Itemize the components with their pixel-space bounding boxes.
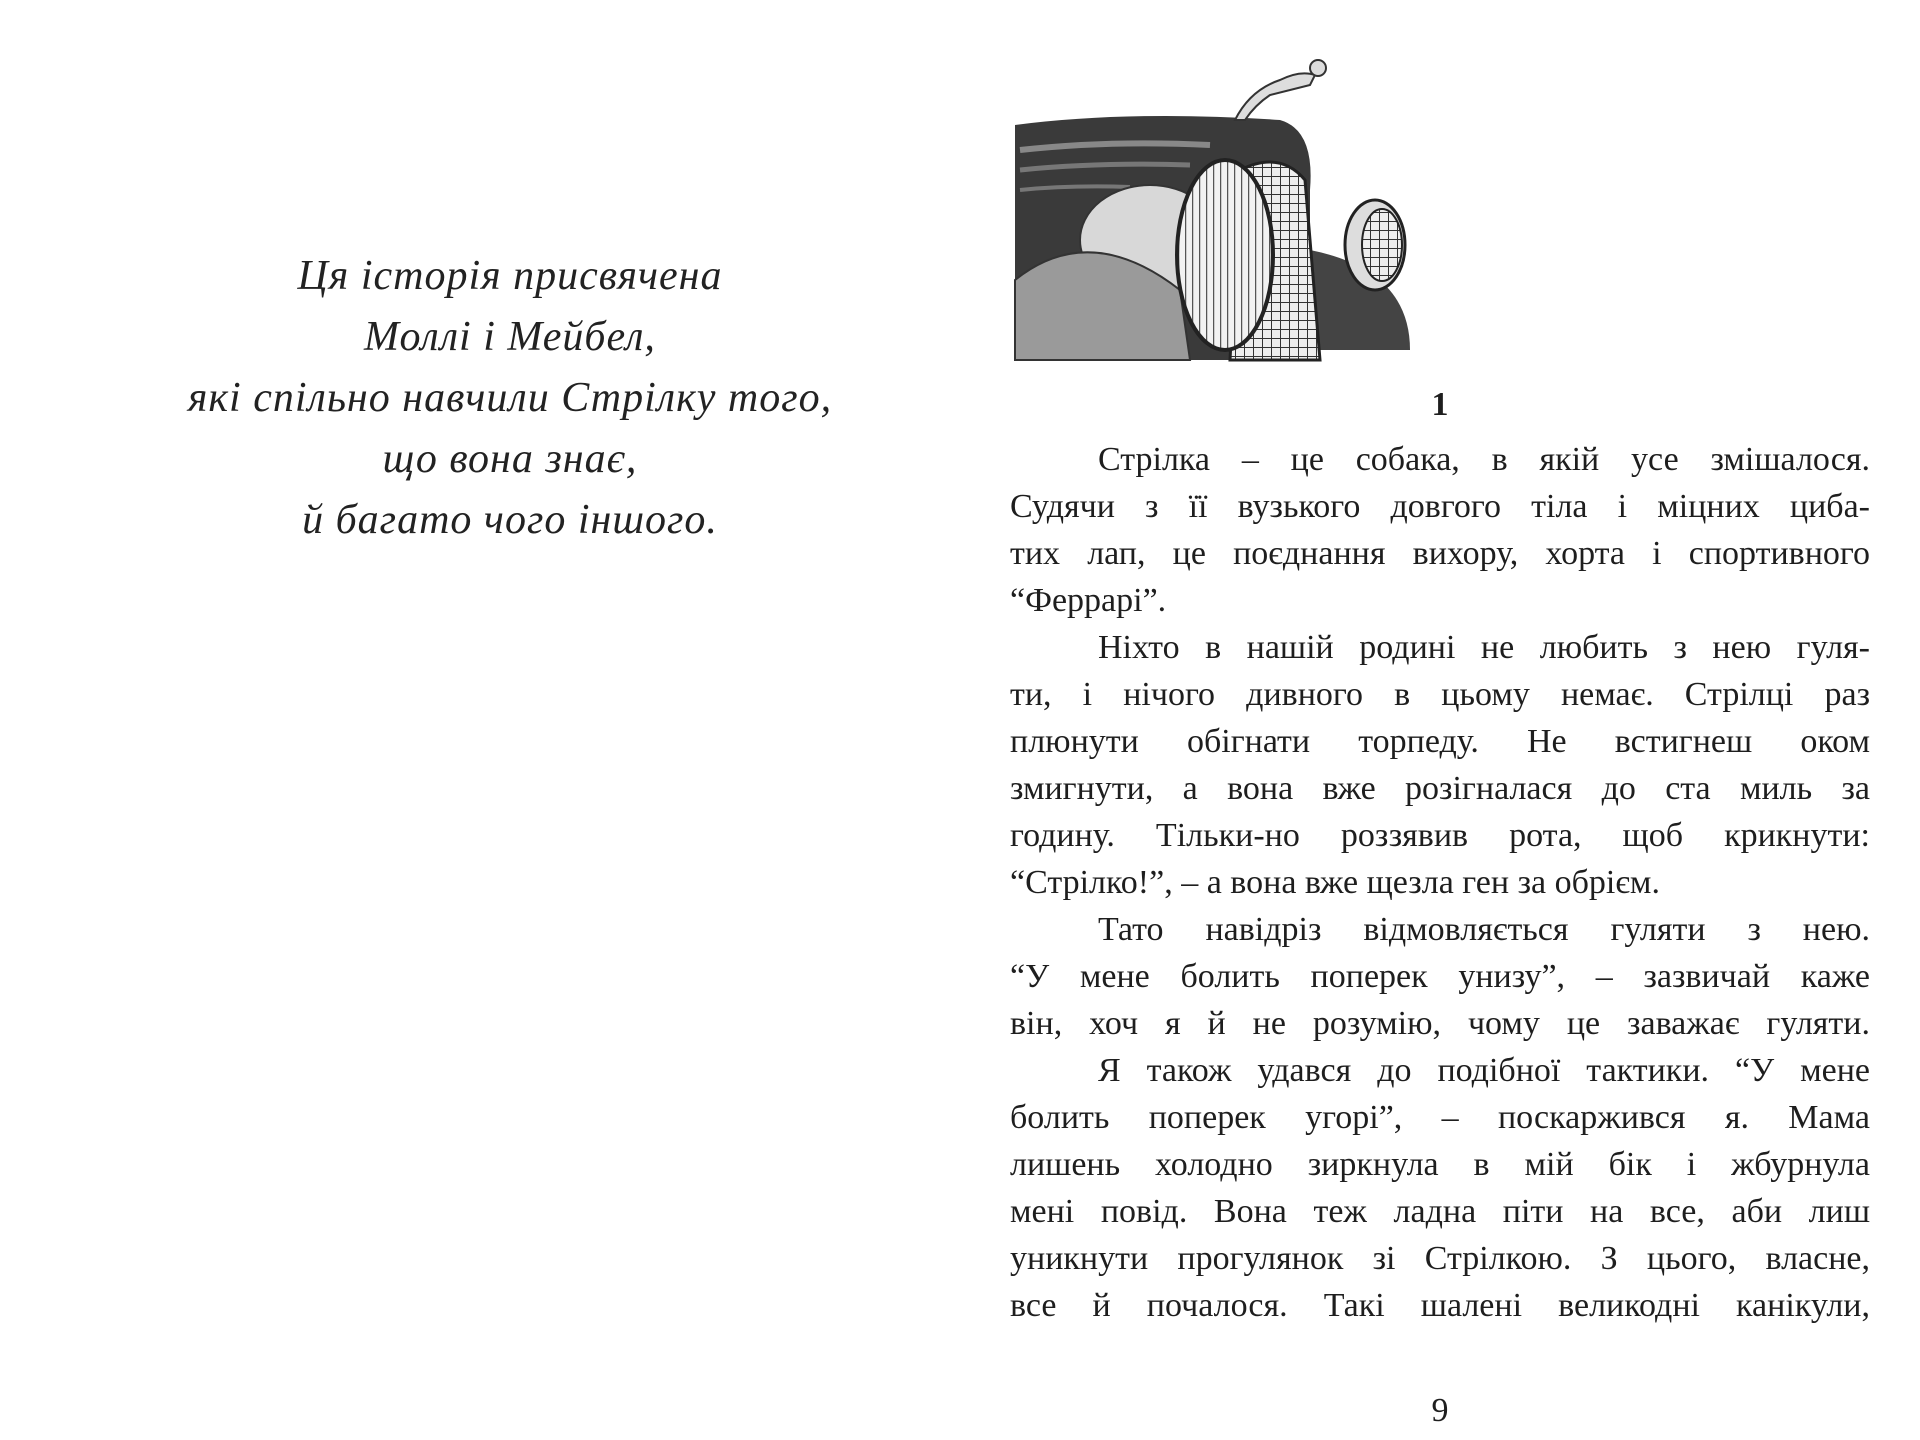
text-line: “У мене болить поперек унизу”, – зазвичай каже (1010, 958, 1870, 995)
text-line: плюнути обігнати торпеду. Не встигнеш оком (1010, 723, 1870, 760)
text-line: Стрілка – це собака, в якій усе змішалося. (1098, 441, 1870, 478)
dedication-line: Ця історія присвячена (297, 253, 723, 299)
text-line: Судячи з її вузького довгого тіла і міцних циба- (1010, 488, 1870, 525)
text-line: уникнути прогулянок зі Стрілкою. З цього, власне, (1010, 1240, 1870, 1277)
dedication-line: Моллі і Мейбел, (364, 314, 656, 360)
text-line: тих лап, це поєднання вихору, хорта і спортивного (1010, 535, 1870, 572)
dedication-line: й багато чого іншого. (302, 497, 718, 543)
text-line: болить поперек угорі”, – поскаржився я. Мама (1010, 1099, 1870, 1136)
text-line: мені повід. Вона теж ладна піти на все, аби лиш (1010, 1193, 1870, 1230)
text-line: Тато навідріз відмовляється гуляти з нею. (1098, 911, 1870, 948)
paragraph (1010, 1047, 1870, 1329)
paragraph (1010, 906, 1870, 1047)
text-line: Ніхто в нашій родині не любить з нею гуля- (1098, 629, 1870, 666)
text-line: лишень холодно зиркнула в мій бік і жбурнула (1010, 1146, 1870, 1183)
text-line: ти, і нічого дивного в цьому немає. Стрілці раз (1010, 676, 1870, 713)
chapter-text (1010, 436, 1870, 1329)
text-line: Я також удався до подібної тактики. “У мене (1098, 1052, 1870, 1089)
paragraph (1010, 624, 1870, 906)
car-front-illustration (1010, 50, 1430, 365)
text-line: “Феррарі”. (1010, 582, 1167, 619)
chapter-number: 1 (1431, 386, 1449, 423)
paragraph (1010, 436, 1870, 624)
text-line: все й почалося. Такі шалені великодні канікули, (1010, 1287, 1870, 1324)
dedication-line: що вона знає, (382, 436, 638, 482)
dedication (60, 246, 960, 551)
page-number: 9 (1431, 1392, 1449, 1429)
text-line: годину. Тільки-но роззявив рота, щоб крикнути: (1010, 817, 1870, 854)
text-line: він, хоч я й не розумію, чому це заважає гуляти. (1010, 1005, 1870, 1042)
text-line: “Стрілко!”, – а вона вже щезла ген за обрієм. (1010, 864, 1660, 901)
text-line: змигнути, а вона вже розігналася до ста миль за (1010, 770, 1870, 807)
dedication-line: які спільно навчили Стрілку того, (187, 375, 833, 421)
